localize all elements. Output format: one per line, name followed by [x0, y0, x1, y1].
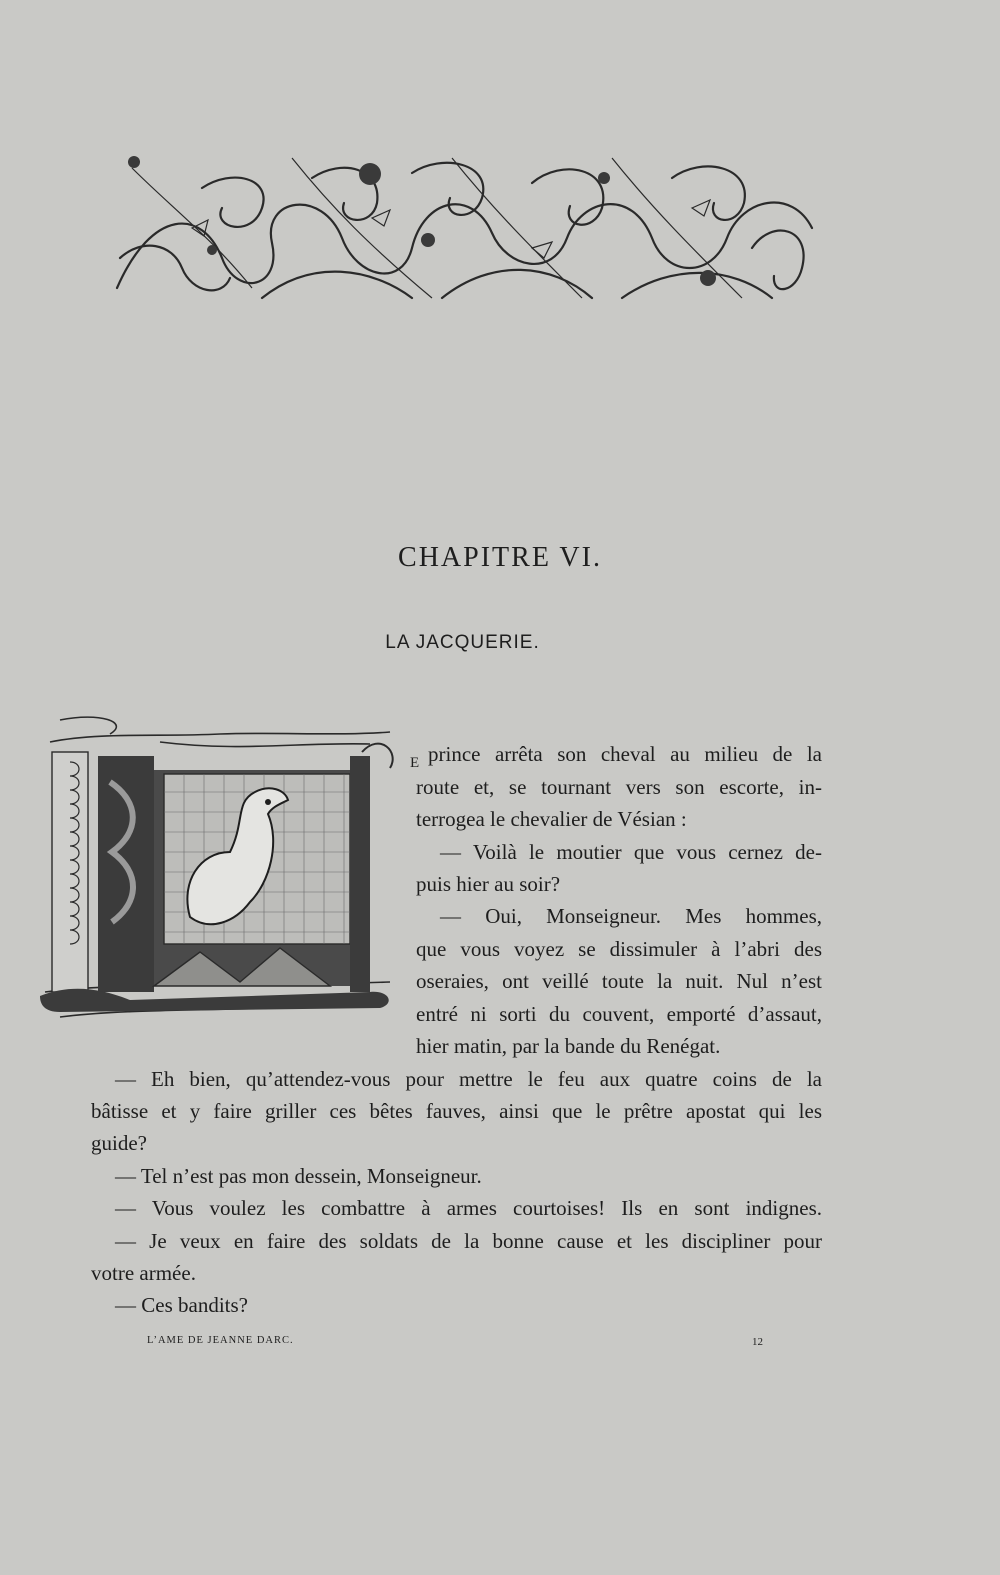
- footer-book-title: L’AME DE JEANNE DARC.: [147, 1335, 294, 1346]
- text-line-14: — Tel n’est pas mon dessein, Monseigneur.: [115, 1164, 482, 1188]
- illuminated-initial-ornament: [40, 712, 412, 1032]
- footer-signature-mark: 12: [752, 1336, 763, 1348]
- text-line-18: — Ces bandits?: [115, 1293, 248, 1317]
- text-line-1: prince arrêta son cheval au milieu de la: [428, 742, 822, 766]
- text-line-5: puis hier au soir?: [416, 872, 561, 896]
- chapter-title: CHAPITRE VI.: [398, 542, 602, 573]
- text-line-2: route et, se tournant vers son escorte, in-: [416, 775, 822, 799]
- text-line-4: — Voilà le moutier que vous cernez de-: [440, 840, 822, 864]
- text-line-6: — Oui, Monseigneur. Mes hommes,: [440, 904, 822, 928]
- text-line-10: hier matin, par la bande du Renégat.: [416, 1034, 721, 1058]
- text-line-11: — Eh bien, qu’attendez-vous pour mettre le feu aux quatre coins de la: [115, 1067, 822, 1091]
- dropcap-letter: E: [410, 755, 421, 771]
- text-line-15: — Vous voulez les combattre à armes courtoises! Ils en sont indignes.: [115, 1196, 822, 1220]
- text-line-7: que vous voyez se dissimuler à l’abri des: [416, 937, 822, 961]
- text-line-16: — Je veux en faire des soldats de la bonne cause et les discipliner pour: [115, 1229, 822, 1253]
- text-line-13: guide?: [91, 1131, 147, 1155]
- text-line-8: oseraies, ont veillé toute la nuit. Nul n’est: [416, 969, 822, 993]
- text-line-9: entré ni sorti du couvent, emporté d’assaut,: [416, 1002, 822, 1026]
- text-line-17: votre armée.: [91, 1261, 196, 1285]
- floral-headpiece-ornament: [112, 148, 818, 306]
- text-line-12: bâtisse et y faire griller ces bêtes fauves, ainsi que le prêtre apostat qui les: [91, 1099, 822, 1123]
- chapter-subtitle: LA JACQUERIE.: [385, 632, 540, 653]
- text-line-3: terrogea le chevalier de Vésian :: [416, 807, 687, 831]
